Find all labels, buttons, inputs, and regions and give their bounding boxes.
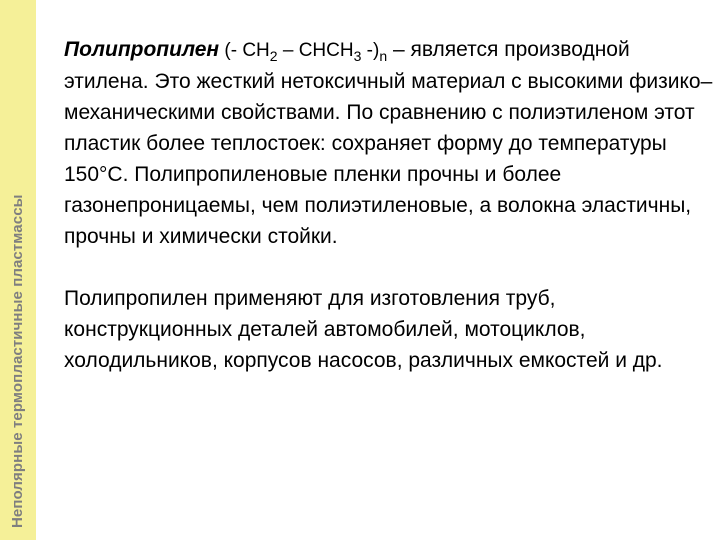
formula-part: – CHCH xyxy=(277,40,354,61)
formula-part: (- CH xyxy=(219,40,270,61)
chemical-formula xyxy=(219,40,388,64)
term-polypropylene: Полипропилен xyxy=(64,38,220,61)
paragraph-applications: Полипропилен применяют для изготовления труб, конструкционных деталей автомобилей, мотоциклов, холодильников, корпусов насосов, различных емкостей и др. xyxy=(64,287,663,372)
paragraph-description-text: – является производной этилена. Это жесткий нетоксичный материал с высокими физико–механическими свойствами. По сравнению с полиэтиленом этот пластик более теплостоек: сохраняет форму до температуры 150°С. Полипропиленовые пленки прочны и более газонепроницаемы, чем полиэтиленовые, а волокна эластичны, прочны и химически стойки. xyxy=(64,38,713,248)
formula-subscript: 2 xyxy=(269,47,278,64)
paragraph-description xyxy=(64,34,714,252)
sidebar xyxy=(0,0,36,540)
formula-subscript: n xyxy=(379,47,388,64)
slide-content xyxy=(64,34,714,376)
formula-part: -) xyxy=(361,40,380,61)
formula-subscript: 3 xyxy=(353,47,362,64)
sidebar-title: Неполярные термопластичные пластмассы xyxy=(9,194,26,528)
